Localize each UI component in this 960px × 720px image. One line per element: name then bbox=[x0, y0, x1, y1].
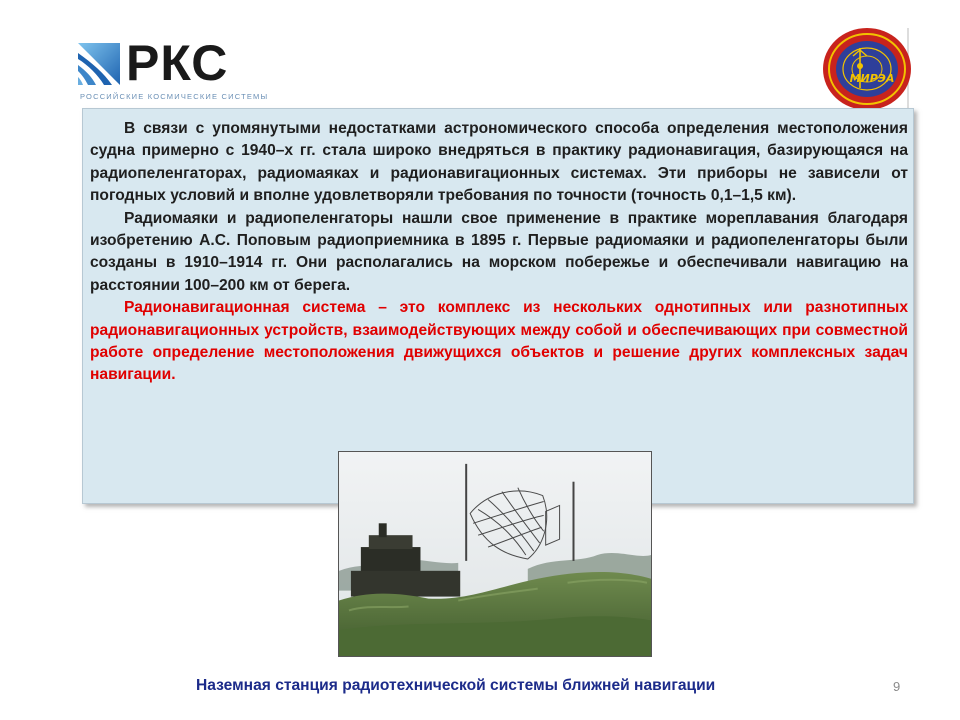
seal-label: МИРЭА bbox=[849, 72, 895, 85]
paragraph-3-definition: Радионавигационная система – это комплекс из нескольких однотипных или разнотипных радионавигационных устройств, взаимодействующих между собой и обеспечивающих при совместной работе определение местоположения движущихся объектов и решение других комплексных задач навигации. bbox=[90, 299, 908, 384]
paragraph-2: Радиомаяки и радиопеленгаторы нашли свое применение в практике мореплавания благодаря изобретению А.С. Поповым радиоприемника в 1895 г. Первые радиомаяки и радиопеленгаторы были созданы в 1910–1914 гг. Они располагались на морском побережье и обеспечивали навигацию на расстоянии 100–200 км от берега. bbox=[90, 209, 908, 294]
rks-logo-icon bbox=[78, 43, 120, 85]
paragraph-1: В связи с упомянутыми недостатками астрономического способа определения местоположения судна примерно с 1940–х гг. стала широко внедряться в практику радионавигация, базирующаяся на радиопеленгаторах, радиомаяках и радионавигационных системах. Эти приборы не зависели от погодных условий и вполне удовлетворяли требования по точности (точность 0,1–1,5 км). bbox=[90, 120, 908, 205]
mirea-seal bbox=[820, 26, 914, 112]
photo-caption: Наземная станция радиотехнической системы ближней навигации bbox=[196, 677, 716, 694]
mirea-seal-icon bbox=[820, 26, 914, 112]
logo-wordmark: РКС bbox=[126, 35, 229, 91]
rks-logo bbox=[78, 35, 269, 106]
logo-subtitle: РОССИЙСКИЕ КОСМИЧЕСКИЕ СИСТЕМЫ bbox=[80, 92, 269, 101]
radar-station-photo bbox=[338, 451, 652, 657]
body-text bbox=[90, 118, 908, 387]
page-number: 9 bbox=[893, 679, 901, 694]
